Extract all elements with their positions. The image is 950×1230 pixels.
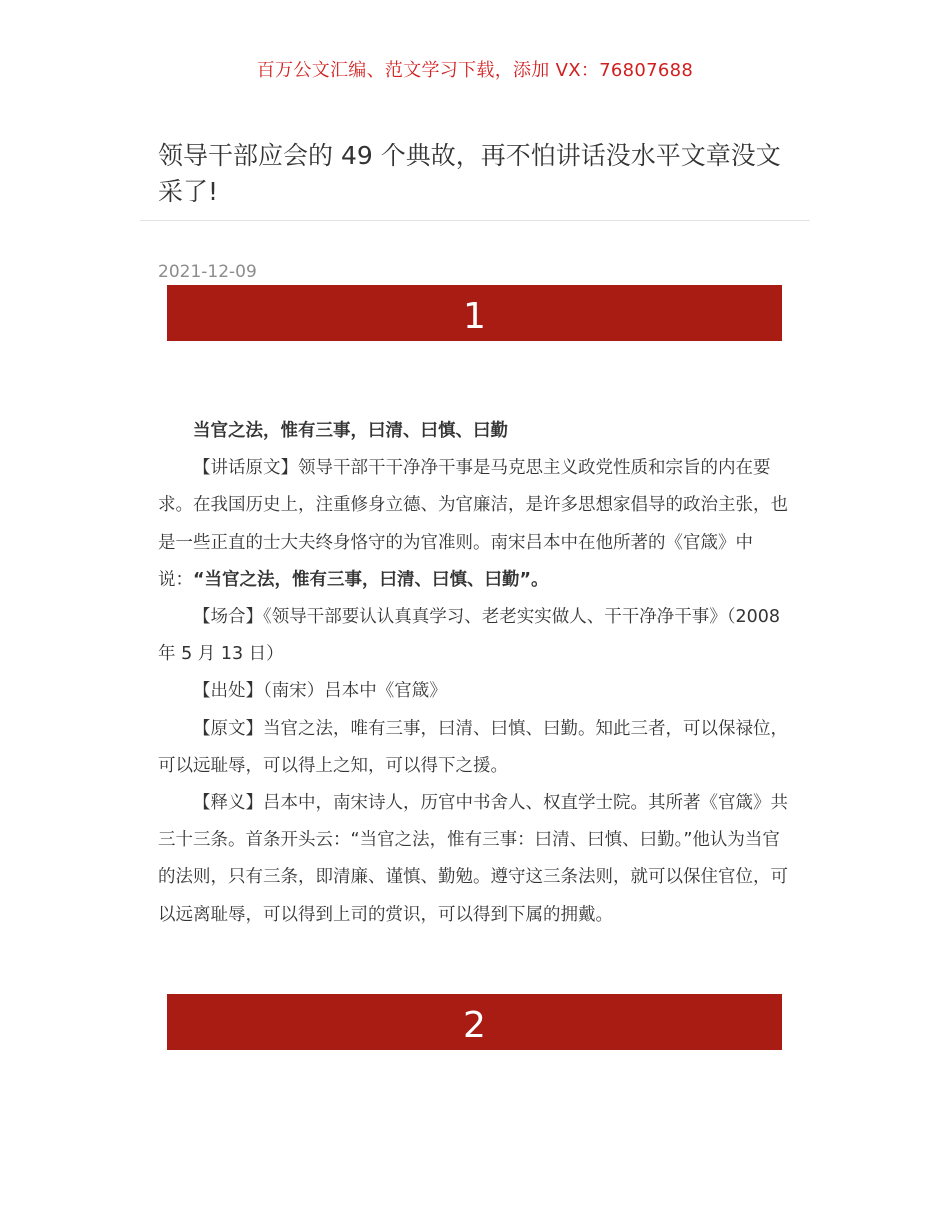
section-number-bar-2: 2 <box>167 994 782 1050</box>
publish-date: 2021-12-09 <box>158 262 257 282</box>
article-title: 领导干部应会的 49 个典故，再不怕讲话没水平文章没文采了! <box>158 141 781 206</box>
speech-quote: “当官之法，惟有三事，曰清、曰慎、曰勤”。 <box>193 569 549 590</box>
watermark-contact-text: 百万公文汇编、范文学习下载，添加 VX：76807688 <box>256 60 694 81</box>
title-divider <box>140 220 810 221</box>
section-heading: 当官之法，惟有三事，曰清、曰慎、曰勤 <box>193 421 508 441</box>
speech-text: 【讲话原文】领导干部干干净净干事是马克思主义政党性质和宗旨的内在要求。在我国历史上，注重修身立德、为官廉洁，是许多思想家倡导的政治主张，也是一些正直的士大夫终身恪守的为官准则。南宋吕本中在他所著的《官箴》中说： <box>158 458 788 590</box>
speech-original-paragraph <box>158 450 792 599</box>
explanation-paragraph: 【释义】吕本中，南宋诗人，历官中书舍人、权直学士院。其所著《官箴》共三十三条。首条开头云：“当官之法，惟有三事：曰清、曰慎、曰勤。”他认为当官的法则，只有三条，即清廉、谨慎、勤勉。遵守这三条法则，就可以保住官位，可以远离耻辱，可以得到上司的赏识，可以得到下属的拥戴。 <box>158 793 788 925</box>
section-1-content <box>158 413 792 934</box>
occasion-paragraph: 【场合】《领导干部要认认真真学习、老老实实做人、干干净净干事》（2008 年 5 月 13 日） <box>158 607 781 665</box>
source-paragraph: 【出处】（南宋）吕本中《官箴》 <box>193 681 447 702</box>
section-number-bar-1: 1 <box>167 285 782 341</box>
original-text-paragraph: 【原文】当官之法，唯有三事，曰清、曰慎、曰勤。知此三者，可以保禄位，可以远耻辱，可以得上之知，可以得下之援。 <box>158 718 788 776</box>
